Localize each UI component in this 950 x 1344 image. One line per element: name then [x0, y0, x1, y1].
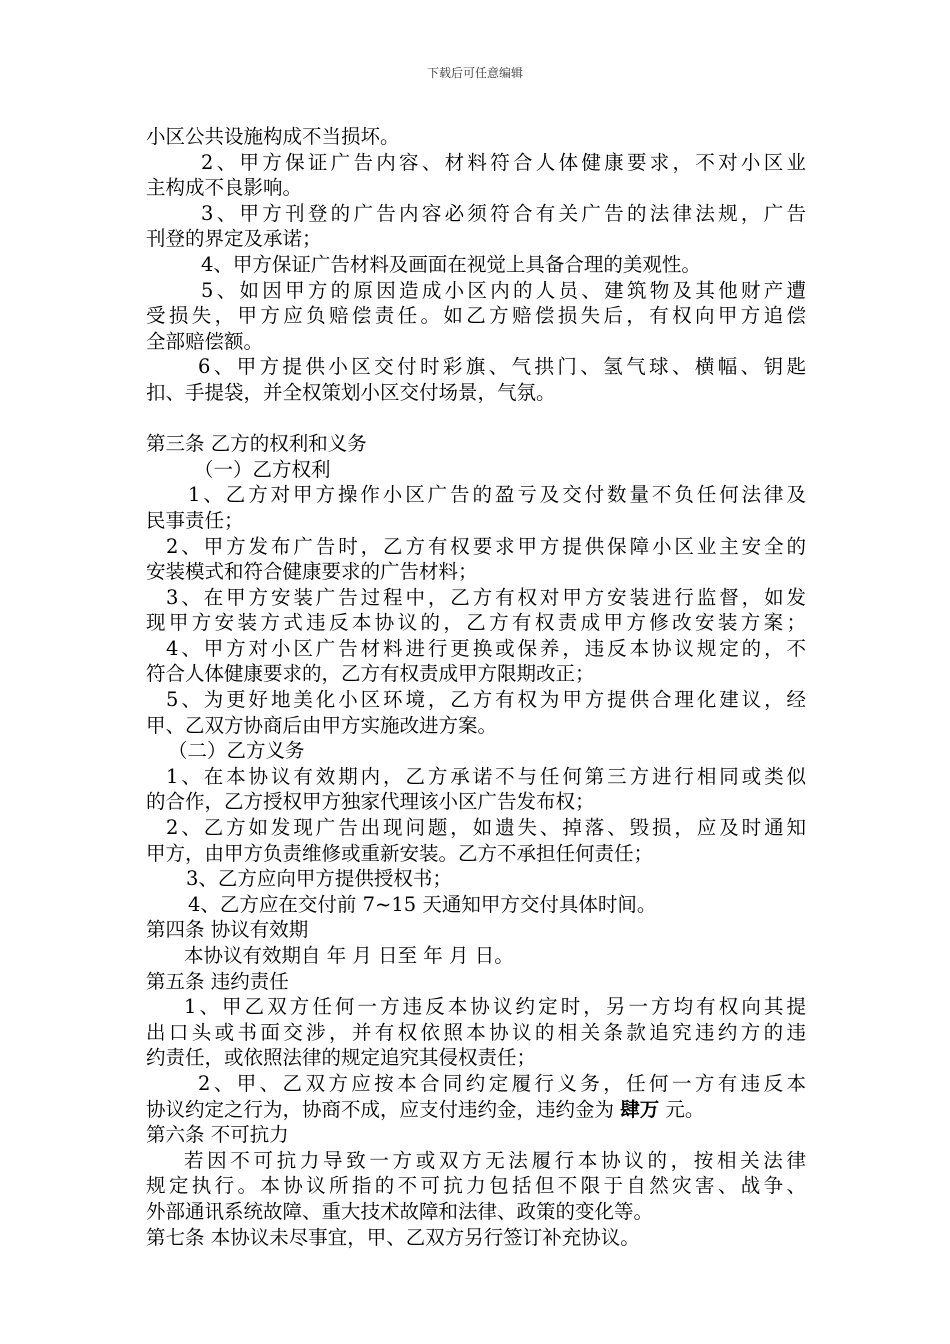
- text-line: [146, 1148, 806, 1174]
- line-text: 刊登的界定及承诺；: [146, 227, 322, 251]
- page-header: 下载后可任意编辑: [426, 66, 523, 80]
- text-line: [146, 278, 806, 304]
- text-line: [146, 969, 806, 995]
- text-line: [146, 738, 806, 764]
- text-line: [146, 303, 806, 329]
- line-text: 1、在本协议有效期内，乙方承诺不与任何第三方进行相同或类似: [166, 764, 806, 788]
- text-line: [146, 636, 806, 662]
- line-text: 民事责任；: [146, 508, 244, 532]
- text-line: [146, 559, 806, 585]
- line-text: 6、甲方提供小区交付时彩旗、气拱门、氢气球、横幅、钥匙: [198, 355, 806, 379]
- line-text: 外部通讯系统故障、重大技术故障和法律、政策的变化等。: [146, 1199, 654, 1223]
- line-text: 甲方，由甲方负责维修或重新安装。乙方不承担任何责任；: [146, 841, 654, 865]
- line-text: 3、在甲方安装广告过程中，乙方有权对甲方安装进行监督，如发: [166, 585, 806, 609]
- text-line: [146, 252, 806, 278]
- line-text: 甲、乙双方协商后由甲方实施改进方案。: [146, 713, 498, 737]
- line-text: 2、甲、乙双方应按本合同约定履行义务，任何一方有违反本: [198, 1071, 806, 1095]
- line-text: 3、乙方应向甲方提供授权书；: [186, 867, 452, 891]
- text-line: [146, 508, 806, 534]
- text-line: [146, 124, 806, 150]
- text-line: [146, 534, 806, 560]
- text-line: [146, 943, 806, 969]
- text-line: [146, 1199, 806, 1225]
- line-text-tail: 元。: [659, 1097, 705, 1121]
- text-line: [146, 764, 806, 790]
- line-text: 扣、手提袋，并全权策划小区交付场景，气氛。: [146, 380, 556, 404]
- text-line: [146, 1173, 806, 1199]
- text-line: [146, 201, 806, 227]
- line-text: 小区公共设施构成不当损坏。: [146, 125, 400, 148]
- document-body: [146, 124, 806, 1250]
- line-text: （二）乙方义务: [168, 739, 305, 763]
- text-line: [146, 585, 806, 611]
- text-line: [146, 1020, 806, 1046]
- text-line: [146, 431, 806, 457]
- line-text: 5、如因甲方的原因造成小区内的人员、建筑物及其他财产遭: [201, 278, 806, 302]
- line-text: 现甲方安装方式违反本协议的，乙方有权责成甲方修改安装方案；: [146, 611, 806, 635]
- line-text: 第三条 乙方的权利和义务: [146, 432, 367, 456]
- text-line: [146, 1122, 806, 1148]
- line-text: 第四条 协议有效期: [146, 918, 309, 942]
- text-line: [146, 661, 806, 687]
- line-text: 若因不可抗力导致一方或双方无法履行本协议的，按相关法律: [184, 1148, 806, 1172]
- text-line: [146, 994, 806, 1020]
- line-text: 1、乙方对甲方操作小区广告的盈亏及交付数量不负任何法律及: [188, 483, 806, 507]
- line-text: 第五条 违约责任: [146, 969, 289, 993]
- line-text: 的合作，乙方授权甲方独家代理该小区广告发布权；: [146, 790, 595, 814]
- line-text: 1、甲乙双方任何一方违反本协议约定时，另一方均有权向其提: [184, 995, 806, 1019]
- line-text: 4、甲方保证广告材料及画面在视觉上具备合理的美观性。: [201, 252, 701, 276]
- line-text: （一）乙方权利: [194, 457, 331, 481]
- text-line: [146, 892, 806, 918]
- line-text: 2、甲方发布广告时，乙方有权要求甲方提供保障小区业主安全的: [166, 534, 806, 558]
- line-text: 约责任，或依照法律的规定追究其侵权责任；: [146, 1046, 537, 1070]
- text-line: [146, 354, 806, 380]
- line-text: 安装模式和符合健康要求的广告材料；: [146, 560, 478, 584]
- line-text: 4、甲方对小区广告材料进行更换或保养，违反本协议规定的，不: [166, 636, 806, 660]
- text-line: [146, 175, 806, 201]
- text-line: [146, 457, 806, 483]
- text-line: [146, 226, 806, 252]
- text-line: [146, 866, 806, 892]
- line-text: 第七条 本协议未尽事宜，甲、乙双方另行签订补充协议。: [146, 1225, 640, 1249]
- text-line: [146, 1225, 806, 1251]
- blank-line: [146, 406, 806, 432]
- text-line: [146, 1045, 806, 1071]
- line-text: 主构成不良影响。: [146, 176, 303, 200]
- text-line: [146, 841, 806, 867]
- text-line: [146, 380, 806, 406]
- line-text: 2、乙方如发现广告出现问题，如遗失、掉落、毁损，应及时通知: [166, 816, 806, 840]
- line-text: 2、甲方保证广告内容、材料符合人体健康要求，不对小区业: [201, 150, 806, 174]
- line-text: 第六条 不可抗力: [146, 1123, 289, 1147]
- line-text: 3、甲方刊登的广告内容必须符合有关广告的法律法规，广告: [201, 201, 806, 225]
- text-line: [146, 1071, 806, 1097]
- text-line: [146, 610, 806, 636]
- text-line: [146, 789, 806, 815]
- line-text: 协议约定之行为，协商不成，应支付违约金，违约金为: [146, 1097, 621, 1121]
- line-text: 出口头或书面交涉，并有权依照本协议的相关条款追究违约方的违: [146, 1020, 806, 1044]
- text-line: [146, 482, 806, 508]
- text-line: [146, 713, 806, 739]
- text-line: [146, 329, 806, 355]
- text-line: [146, 917, 806, 943]
- text-line: [146, 687, 806, 713]
- penalty-amount: 肆万: [620, 1097, 660, 1121]
- line-text: 全部赔偿额。: [146, 329, 264, 353]
- text-line: [146, 150, 806, 176]
- text-line: [146, 1097, 806, 1123]
- line-text: 5、为更好地美化小区环境，乙方有权为甲方提供合理化建议，经: [166, 688, 806, 712]
- line-text: 符合人体健康要求的，乙方有权责成甲方限期改正；: [146, 662, 595, 686]
- line-text: 4、乙方应在交付前 7~15 天通知甲方交付具体时间。: [188, 892, 657, 916]
- text-line: [146, 815, 806, 841]
- line-text: 受损失，甲方应负赔偿责任。如乙方赔偿损失后，有权向甲方追偿: [146, 304, 806, 328]
- line-text: 规定执行。本协议所指的不可抗力包括但不限于自然灾害、战争、: [146, 1174, 806, 1198]
- line-text: 本协议有效期自 年 月 日至 年 月 日。: [184, 944, 514, 967]
